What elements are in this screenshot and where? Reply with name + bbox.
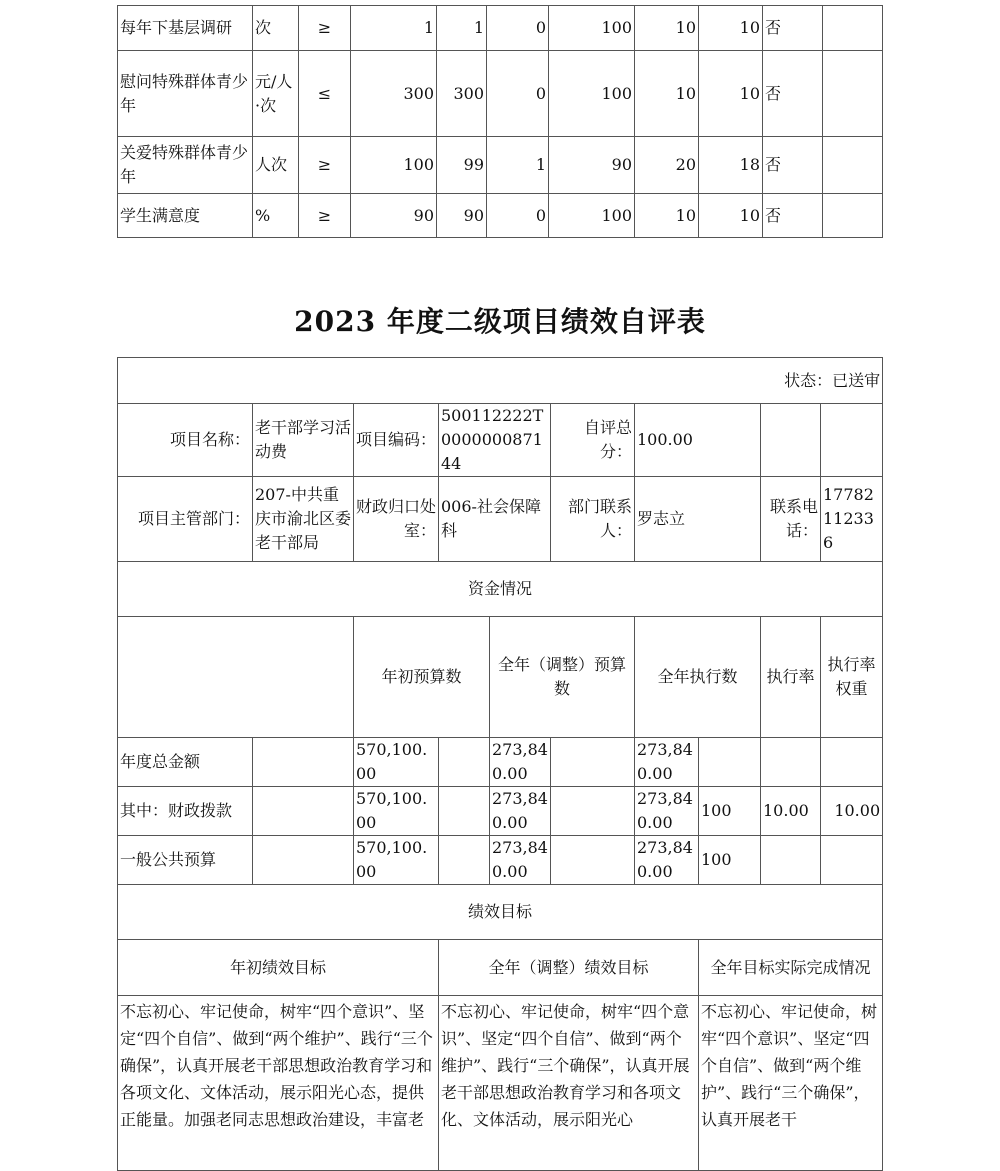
adjusted-goal-text: 不忘初心、牢记使命，树牢“四个意识”、坚定“四个自信”、做到“两个维护”、践行“三个确保”，认真开展老干部思想政治教育学习和各项文化、文体活动，展示阳光心 <box>439 996 699 1171</box>
funds-weight <box>761 836 821 885</box>
indicator-weight: 10 <box>635 51 699 137</box>
self-score-value: 100.00 <box>635 404 761 477</box>
table-row <box>118 836 883 885</box>
funds-row-label: 其中：财政拨款 <box>118 787 253 836</box>
header-rate: 执行率 <box>761 617 821 738</box>
indicator-note <box>823 194 883 238</box>
phone-value: 17782112336 <box>821 477 883 562</box>
indicator-operator: ≤ <box>299 51 351 137</box>
status-text: 状态：已送审 <box>118 358 883 404</box>
finance-value: 006-社会保障科 <box>439 477 551 562</box>
evaluation-table <box>117 357 883 1171</box>
indicator-operator: ≥ <box>299 137 351 194</box>
indicator-diff: 0 <box>487 6 549 51</box>
funds-rate: 100 <box>699 787 761 836</box>
indicator-unit: 人次 <box>253 137 299 194</box>
indicator-name: 每年下基层调研 <box>118 6 253 51</box>
indicator-table <box>117 5 883 238</box>
indicator-flag: 否 <box>763 194 823 238</box>
header-initial-budget: 年初预算数 <box>354 617 490 738</box>
indicator-flag: 否 <box>763 6 823 51</box>
indicator-flag: 否 <box>763 137 823 194</box>
funds-initial: 570,100.00 <box>354 787 439 836</box>
project-name-label: 项目名称： <box>118 404 253 477</box>
indicator-target: 90 <box>351 194 437 238</box>
indicator-note <box>823 137 883 194</box>
empty-cell <box>551 836 635 885</box>
header-adjusted-budget: 全年（调整）预算数 <box>490 617 635 738</box>
empty-cell <box>551 738 635 787</box>
page-title: 2023 年度二级项目绩效自评表 <box>294 305 706 338</box>
goals-header-row <box>118 940 883 996</box>
indicator-rate: 90 <box>549 137 635 194</box>
indicator-weight: 10 <box>635 194 699 238</box>
funds-executed: 273,840.00 <box>635 738 699 787</box>
indicator-rate: 100 <box>549 6 635 51</box>
funds-initial: 570,100.00 <box>354 836 439 885</box>
funds-score: 10.00 <box>821 787 883 836</box>
table-row <box>118 194 883 238</box>
empty-cell <box>439 738 490 787</box>
funds-executed: 273,840.00 <box>635 787 699 836</box>
funds-score <box>821 738 883 787</box>
table-row <box>118 738 883 787</box>
section-header-row <box>118 885 883 940</box>
indicator-weight: 10 <box>635 6 699 51</box>
empty-cell <box>118 617 354 738</box>
project-name-value: 老干部学习活动费 <box>253 404 354 477</box>
indicator-target: 1 <box>351 6 437 51</box>
indicator-note <box>823 6 883 51</box>
funds-row-label: 一般公共预算 <box>118 836 253 885</box>
info-row <box>118 477 883 562</box>
header-weight: 执行率权重 <box>821 617 883 738</box>
goals-section-title: 绩效目标 <box>118 885 883 940</box>
header-initial-goal: 年初绩效目标 <box>118 940 439 996</box>
dept-label: 项目主管部门： <box>118 477 253 562</box>
funds-rate: 100 <box>699 836 761 885</box>
funds-score <box>821 836 883 885</box>
indicator-target: 300 <box>351 51 437 137</box>
actual-goal-text: 不忘初心、牢记使命，树牢“四个意识”、坚定“四个自信”、做到“两个维护”、践行“三个确保”，认真开展老干 <box>699 996 883 1171</box>
initial-goal-text: 不忘初心、牢记使命，树牢“四个意识”、坚定“四个自信”、做到“两个维护”、践行“三个确保”，认真开展老干部思想政治教育学习和各项文化、文体活动，展示阳光心态，提供正能量。加强老同志思想政治建设，丰富老 <box>118 996 439 1171</box>
indicator-score: 10 <box>699 51 763 137</box>
goals-text-row <box>118 996 883 1171</box>
funds-executed: 273,840.00 <box>635 836 699 885</box>
finance-label: 财政归口处室： <box>354 477 439 562</box>
indicator-adjusted: 1 <box>437 6 487 51</box>
header-executed: 全年执行数 <box>635 617 761 738</box>
indicator-adjusted: 90 <box>437 194 487 238</box>
project-code-label: 项目编码： <box>354 404 439 477</box>
dept-value: 207-中共重庆市渝北区委老干部局 <box>253 477 354 562</box>
indicator-diff: 0 <box>487 194 549 238</box>
funds-row-label: 年度总金额 <box>118 738 253 787</box>
contact-label: 部门联系人： <box>551 477 635 562</box>
indicator-score: 10 <box>699 6 763 51</box>
indicator-unit: 次 <box>253 6 299 51</box>
indicator-operator: ≥ <box>299 194 351 238</box>
table-row <box>118 787 883 836</box>
funds-weight <box>761 738 821 787</box>
indicator-unit: % <box>253 194 299 238</box>
status-row <box>118 358 883 404</box>
empty-cell <box>821 404 883 477</box>
indicator-operator: ≥ <box>299 6 351 51</box>
indicator-score: 18 <box>699 137 763 194</box>
header-actual-goal: 全年目标实际完成情况 <box>699 940 883 996</box>
indicator-target: 100 <box>351 137 437 194</box>
indicator-unit: 元/人·次 <box>253 51 299 137</box>
indicator-flag: 否 <box>763 51 823 137</box>
empty-cell <box>439 787 490 836</box>
indicator-diff: 1 <box>487 137 549 194</box>
table-row <box>118 137 883 194</box>
indicator-diff: 0 <box>487 51 549 137</box>
funds-rate <box>699 738 761 787</box>
indicator-rate: 100 <box>549 51 635 137</box>
indicator-adjusted: 300 <box>437 51 487 137</box>
empty-cell <box>439 836 490 885</box>
indicator-name: 学生满意度 <box>118 194 253 238</box>
funds-section-title: 资金情况 <box>118 562 883 617</box>
funds-initial: 570,100.00 <box>354 738 439 787</box>
funds-adjusted: 273,840.00 <box>490 787 551 836</box>
project-code-value: 500112222T000000087144 <box>439 404 551 477</box>
table-row <box>118 6 883 51</box>
indicator-score: 10 <box>699 194 763 238</box>
empty-cell <box>253 738 354 787</box>
info-row <box>118 404 883 477</box>
funds-weight: 10.00 <box>761 787 821 836</box>
indicator-rate: 100 <box>549 194 635 238</box>
indicator-name: 慰问特殊群体青少年 <box>118 51 253 137</box>
header-adjusted-goal: 全年（调整）绩效目标 <box>439 940 699 996</box>
empty-cell <box>761 404 821 477</box>
empty-cell <box>253 836 354 885</box>
section-header-row <box>118 562 883 617</box>
indicator-name: 关爱特殊群体青少年 <box>118 137 253 194</box>
funds-header-row <box>118 617 883 738</box>
self-score-label: 自评总分： <box>551 404 635 477</box>
table-row <box>118 51 883 137</box>
funds-adjusted: 273,840.00 <box>490 738 551 787</box>
indicator-weight: 20 <box>635 137 699 194</box>
empty-cell <box>551 787 635 836</box>
phone-label: 联系电话： <box>761 477 821 562</box>
indicator-note <box>823 51 883 137</box>
funds-adjusted: 273,840.00 <box>490 836 551 885</box>
empty-cell <box>253 787 354 836</box>
contact-value: 罗志立 <box>635 477 761 562</box>
indicator-adjusted: 99 <box>437 137 487 194</box>
